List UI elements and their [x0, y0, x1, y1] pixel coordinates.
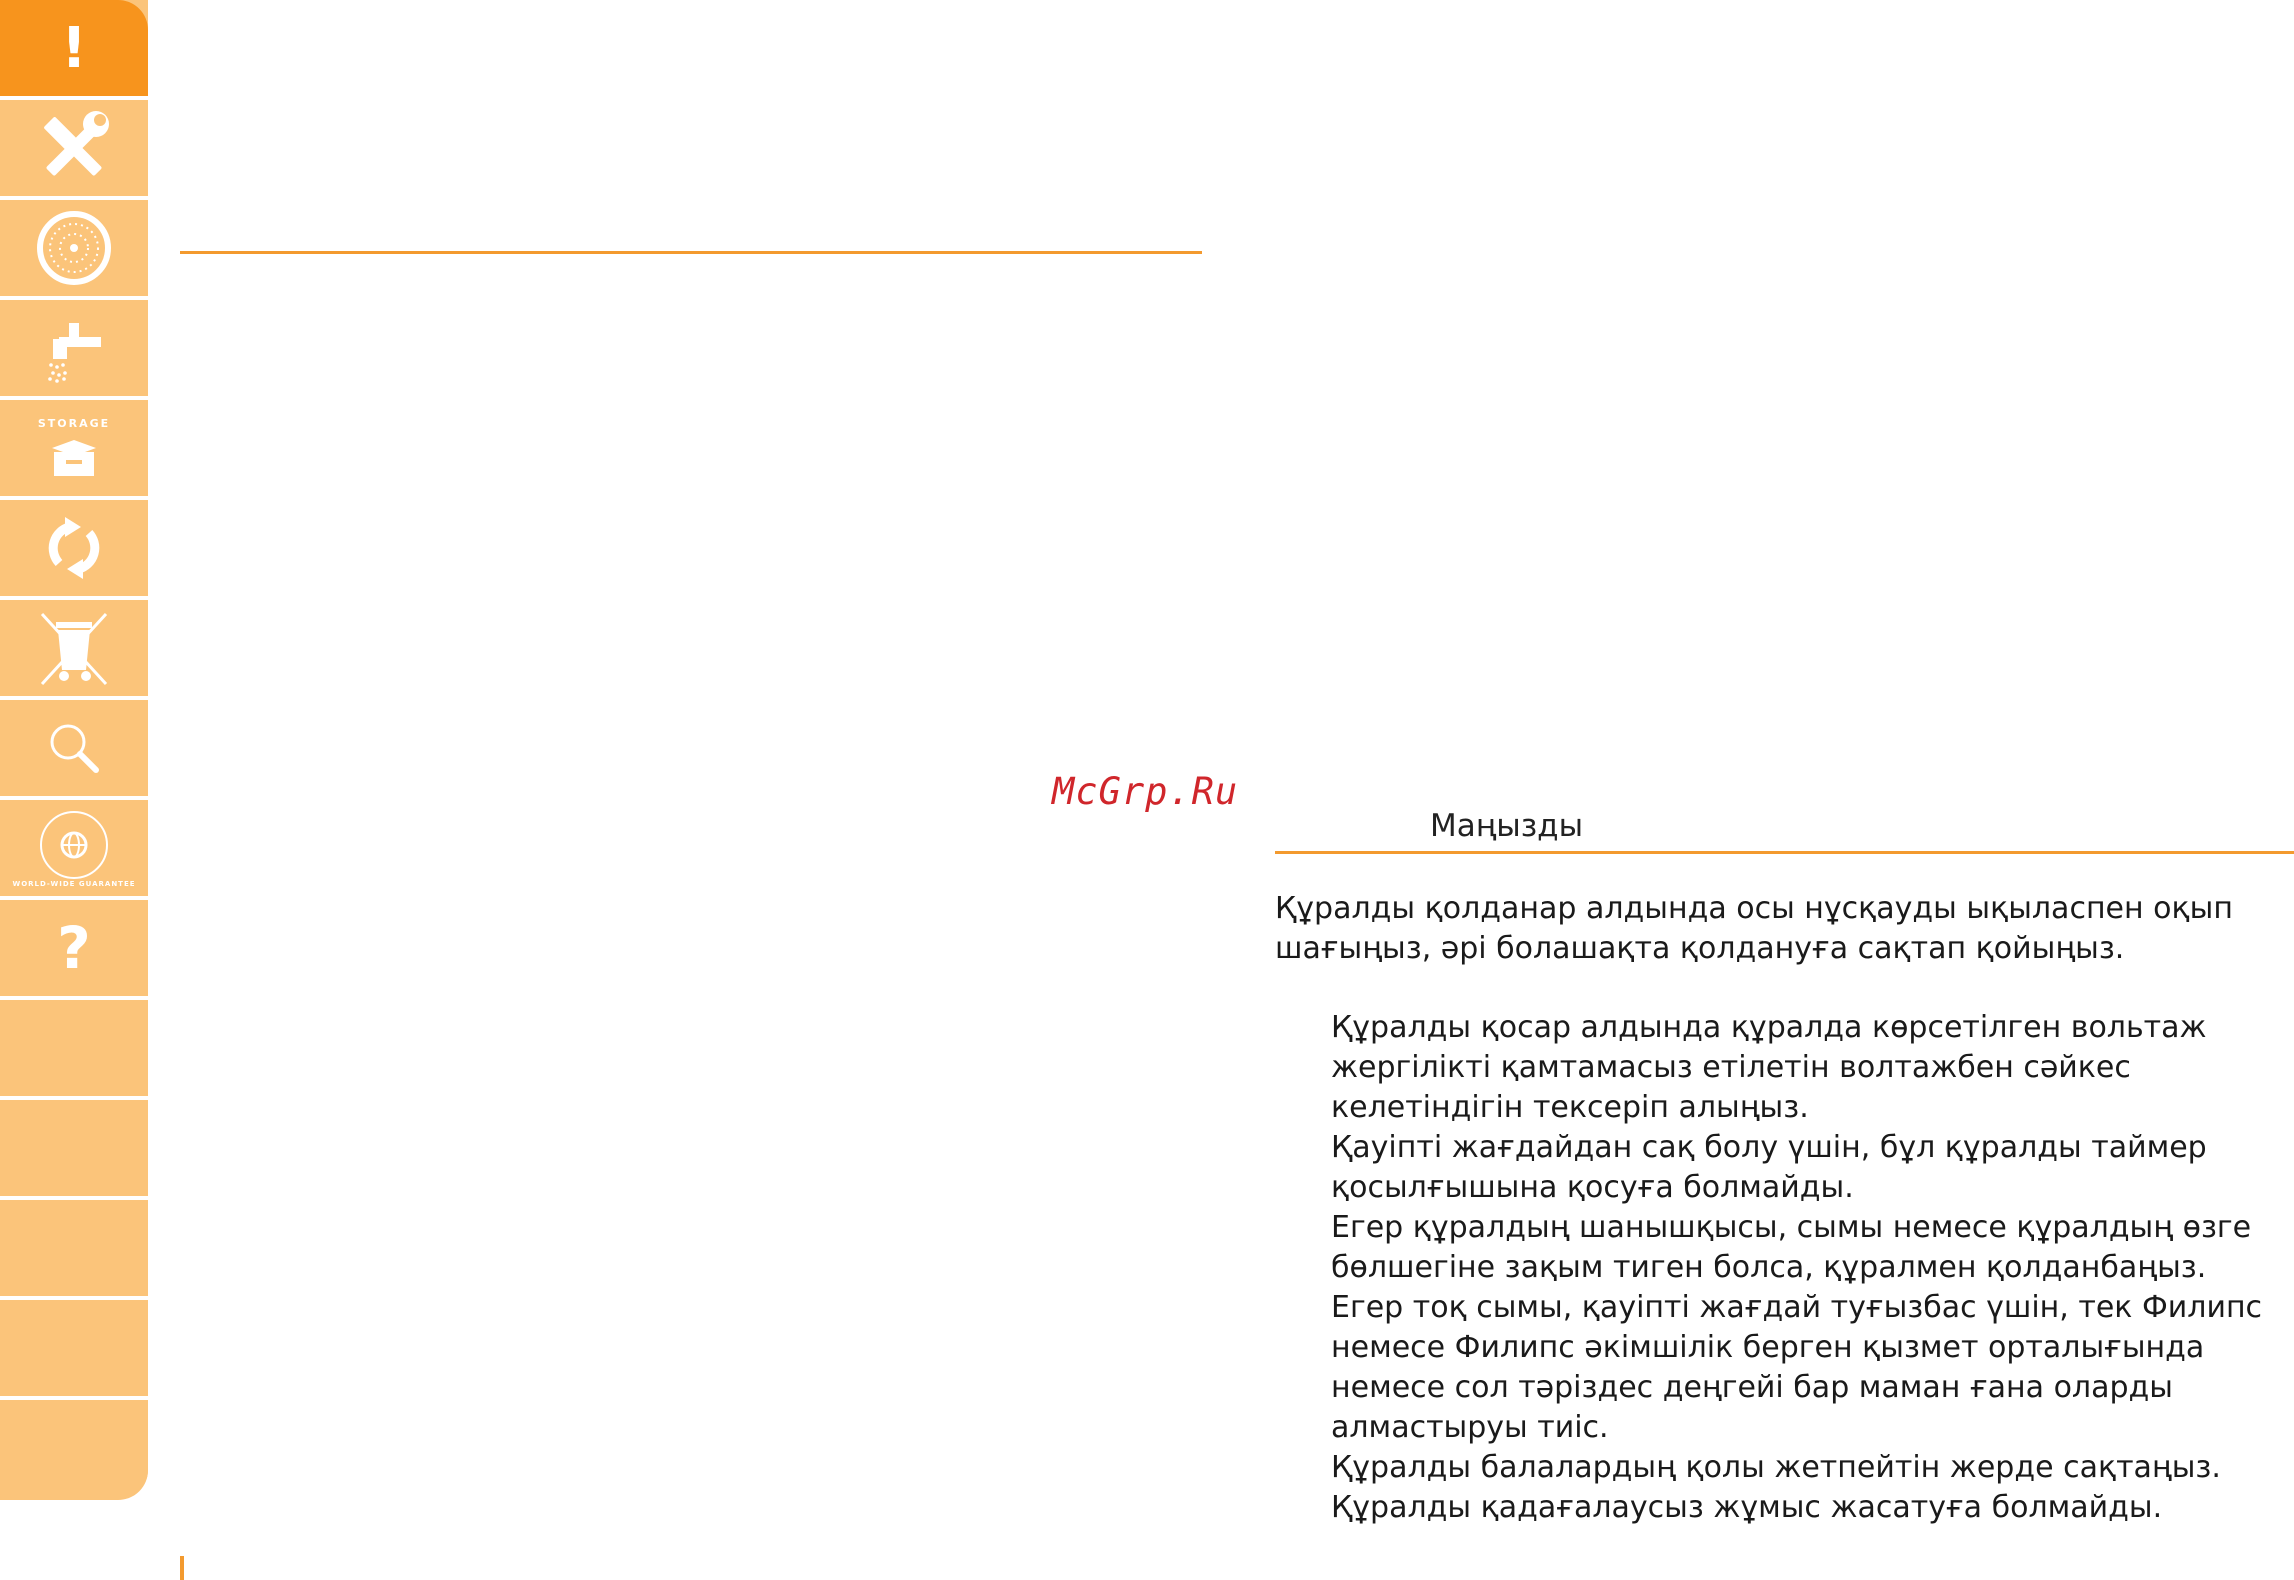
search-tab[interactable]	[0, 700, 148, 796]
heading-underline	[1275, 851, 2294, 854]
guarantee-tab[interactable]	[0, 800, 148, 896]
guarantee-label: WORLD-WIDE GUARANTEE	[12, 880, 136, 888]
hammer-wrench-icon	[34, 108, 114, 188]
water-tab[interactable]	[0, 300, 148, 396]
empty-tab	[0, 1300, 148, 1396]
crossed-bin-icon	[34, 608, 114, 688]
list-item: Егер құралдың шанышқысы, сымы немесе құралдың өзге бөлшегіне зақым тиген болса, құралмен қолданбаңыз.	[1331, 1210, 2252, 1285]
world-wide-guarantee-icon	[37, 808, 111, 882]
storage-label: STORAGE	[37, 416, 111, 430]
section-heading: Маңызды	[1430, 808, 1584, 844]
recycle-tab[interactable]	[0, 500, 148, 596]
list-item: Қауіпті жағдайдан сақ болу үшін, бұл құралды таймер қосылғышына қосуға болмайды.	[1331, 1130, 2207, 1205]
empty-tab	[0, 1000, 148, 1096]
list-item: Құралды қосар алдында құралда көрсетілген вольтаж жергілікті қамтамасыз етілетін волтажбен сәйкес келетіндігін тексеріп алыңыз.	[1331, 1010, 2207, 1125]
list-item: Құралды қадағалаусыз жұмыс жасатуға болмайды.	[1331, 1490, 2163, 1525]
intro-paragraph: Құралды қолданар алдында осы нұсқауды ықыласпен оқып шағыңыз, әрі болашақта қолдануға сақтап қойыңыз.	[1275, 891, 2233, 966]
list-item: Құралды балалардың қолы жетпейтін жерде сақтаңыз.	[1331, 1450, 2221, 1485]
empty-tab	[0, 1400, 148, 1496]
safety-list	[1331, 1008, 2291, 1528]
help-tab[interactable]	[0, 900, 148, 996]
storage-box-icon	[44, 430, 104, 480]
top-divider-line	[180, 251, 1202, 254]
exclamation-icon: !	[61, 15, 87, 81]
question-icon: ?	[57, 914, 91, 982]
tools-tab[interactable]	[0, 100, 148, 196]
list-item: Егер тоқ сымы, қауіпті жағдай туғызбас үшін, тек Филипс немесе Филипс әкімшілік берген қызмет орталығында немесе сол тәріздес деңгейі бар маман ғана оларды алмастыруы тиіс.	[1331, 1290, 2263, 1445]
footer-mark	[180, 1556, 184, 1580]
empty-tab	[0, 1200, 148, 1296]
watermark: McGrp.Ru	[1052, 770, 1239, 813]
important-tab[interactable]	[0, 0, 148, 96]
faucet-icon	[39, 313, 109, 383]
magnifier-icon	[44, 718, 104, 778]
filter-disc-icon	[34, 208, 114, 288]
storage-tab[interactable]	[0, 400, 148, 496]
disposal-tab[interactable]	[0, 600, 148, 696]
empty-tab	[0, 1100, 148, 1196]
recycle-arrows-icon	[39, 513, 109, 583]
filter-tab[interactable]	[0, 200, 148, 296]
sidebar	[0, 0, 148, 1500]
